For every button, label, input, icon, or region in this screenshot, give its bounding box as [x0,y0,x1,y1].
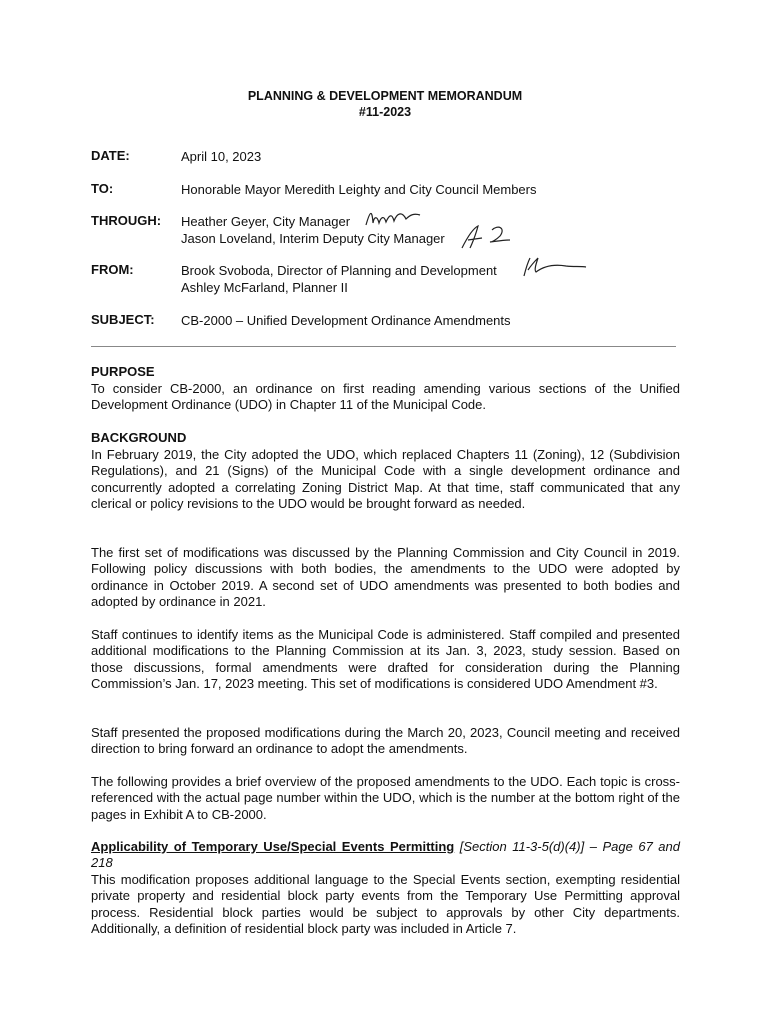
date-label: DATE: [91,148,130,163]
city-manager-signature [364,207,424,231]
through-label: THROUGH: [91,213,162,228]
amendment-1-text: This modification proposes additional language to the Special Events section, exempting residential private property and residential block party events from the Temporary Use Permitting approval process. Residential block parties would be subject to approvals by other City departments. Additionally, a definition of residential block party was included in Article 7. [91,872,680,936]
amendment-1-reference: [Section 11-3-5(d)(4)] – Page 67 and 218 [91,839,680,871]
background-paragraph-3: Staff continues to identify items as the Municipal Code is administered. Staff compiled and presented additional modifications to the Planning Commission at its Jan. 3, 2023, study session. Based on those discussions, formal amendments were drafted for consideration during the Planning Commission’s Jan. 17, 2023 meeting. This set of modifications is considered UDO Amendment #3. [91,627,680,691]
from-line-1: Brook Svoboda, Director of Planning and Development [181,263,497,278]
director-signature [520,254,590,278]
background-paragraph-4: Staff presented the proposed modifications during the March 20, 2023, Council meeting and received direction to bring forward an ordinance to adopt the amendments. [91,725,680,757]
through-line-1: Heather Geyer, City Manager [181,214,351,229]
background-paragraph-5: The following provides a brief overview of the proposed amendments to the UDO. Each topic is cross-referenced with the actual page number within the UDO, which is the number at the bottom right of the pages in Exhibit A to CB-2000. [91,774,680,822]
background-paragraph-2: The first set of modifications was discussed by the Planning Commission and City Council in 2019. Following policy discussions with both bodies, the amendments to the UDO were adopted by ordinance in October 2019. A second set of UDO amendments was presented to both bodies and adopted by ordinance in 2021. [91,545,680,609]
purpose-heading: PURPOSE [91,364,155,379]
from-line-2: Ashley McFarland, Planner II [181,280,348,295]
purpose-text: To consider CB-2000, an ordinance on first reading amending various sections of the Unified Development Ordinance (UDO) in Chapter 11 of the Municipal Code. [91,381,680,413]
from-label: FROM: [91,262,134,277]
subject-label: SUBJECT: [91,312,155,327]
header-divider [91,346,676,347]
through-line-2: Jason Loveland, Interim Deputy City Manager [181,231,445,246]
subject-value: CB-2000 – Unified Development Ordinance Amendments [181,313,511,328]
date-value: April 10, 2023 [181,149,262,164]
to-value: Honorable Mayor Meredith Leighty and City Council Members [181,182,537,197]
background-heading: BACKGROUND [91,430,187,445]
memo-number: #11-2023 [358,105,412,119]
memo-title: PLANNING & DEVELOPMENT MEMORANDUM [247,89,523,103]
to-label: TO: [91,181,114,196]
amendment-1-heading [91,839,680,872]
deputy-manager-signature [458,222,514,252]
background-paragraph-1: In February 2019, the City adopted the UDO, which replaced Chapters 11 (Zoning), 12 (Subdivision Regulations), and 21 (Signs) of the Municipal Code with a single development ordinance and concurrently adopted a correlating Zoning District Map. At that time, staff communicated that any clerical or policy revisions to the UDO would be brought forward as needed. [91,447,680,511]
amendment-1-title: Applicability of Temporary Use/Special Events Permitting [91,839,455,854]
